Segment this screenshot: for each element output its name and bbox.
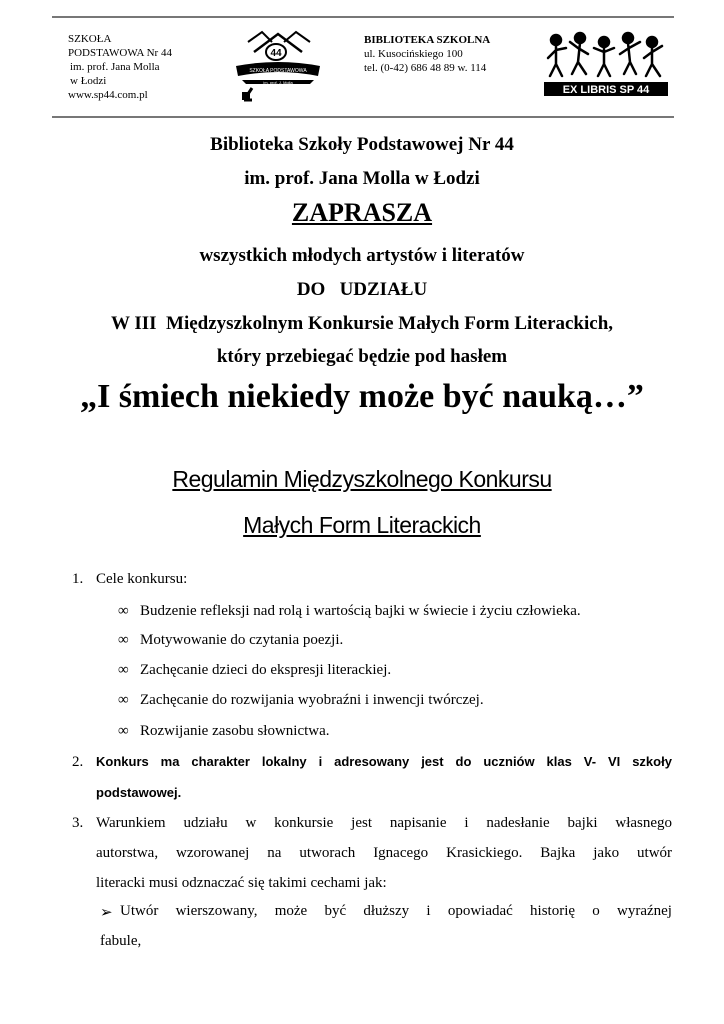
header-bottom-rule xyxy=(52,116,674,118)
zaprasza-heading: ZAPRASZA xyxy=(291,198,433,227)
school-line: PODSTAWOWA Nr 44 xyxy=(68,47,172,59)
sub-item1-line1: Utwór wierszowany, może być dłuższy i opowiadać historię o wyraźnej xyxy=(120,903,672,919)
school-logo-icon xyxy=(232,28,324,104)
invitation-line3: wszystkich młodych artystów i literatów xyxy=(199,245,525,266)
goal-item: Motywowanie do czytania poezji. xyxy=(140,632,344,648)
item-number: 3. xyxy=(72,815,84,831)
goal-item: Zachęcanie do rozwijania wyobraźni i inwencji twórczej. xyxy=(140,692,484,708)
arrow-bullet-icon: ➢ xyxy=(100,905,113,921)
invitation-line1: Biblioteka Szkoły Podstawowej Nr 44 xyxy=(210,134,514,155)
infinity-bullet-icon: ∞ xyxy=(118,692,129,708)
item3-line1: Warunkiem udziału w konkursie jest napisanie i nadesłanie bajki własnego xyxy=(96,815,673,831)
invitation-line2: im. prof. Jana Molla w Łodzi xyxy=(244,168,480,189)
school-line: im. prof. Jana Molla xyxy=(70,61,160,73)
library-address-block xyxy=(364,33,490,75)
item-number: 1. xyxy=(72,571,84,587)
exlibris-logo-icon xyxy=(544,30,668,98)
invitation-line6: który przebiegać będzie pod hasłem xyxy=(216,346,508,367)
item1-label: Cele konkursu: xyxy=(96,571,188,587)
infinity-bullet-icon: ∞ xyxy=(118,723,129,739)
item-number: 2. xyxy=(72,754,84,770)
regulamin-title-line1: Regulamin Międzyszkolnego Konkursu xyxy=(172,466,552,492)
logo-number: 44 xyxy=(270,48,282,59)
library-line: tel. (0-42) 686 48 89 w. 114 xyxy=(364,62,487,74)
header-top-rule xyxy=(52,16,674,18)
school-line: SZKOŁA xyxy=(68,33,112,45)
infinity-bullet-icon: ∞ xyxy=(118,632,129,648)
item2-line2: podstawowej. xyxy=(96,785,182,800)
logo-subtitle: im. prof. J. Molla xyxy=(263,80,293,85)
school-line: w Łodzi xyxy=(70,75,107,87)
library-title: BIBLIOTEKA SZKOLNA xyxy=(364,34,491,46)
regulamin-title-line2: Małych Form Literackich xyxy=(243,512,481,538)
item3-line2: autorstwa, wzorowanej na utworach Ignacego Krasickiego. Bajka jako utwór xyxy=(96,845,673,861)
goal-item: Zachęcanie dzieci do ekspresji literackiej. xyxy=(140,662,392,678)
invitation-line5: W III Międzyszkolnym Konkursie Małych Form Literackich, xyxy=(110,313,614,334)
goal-item: Budzenie refleksji nad rolą i wartością bajki w świecie i życiu człowieka. xyxy=(140,603,581,619)
school-address-block xyxy=(68,32,172,102)
infinity-bullet-icon: ∞ xyxy=(118,662,129,678)
library-line: ul. Kusocińskiego 100 xyxy=(364,48,463,60)
invitation-line4: DO UDZIAŁU xyxy=(296,279,428,300)
infinity-bullet-icon: ∞ xyxy=(118,603,129,619)
item3-line3: literacki musi odznaczać się takimi cechami jak: xyxy=(96,875,387,891)
item2-line1: Konkurs ma charakter lokalny i adresowany jest do uczniów klas V- VI szkoły xyxy=(96,754,672,769)
exlibris-text: EX LIBRIS SP 44 xyxy=(562,84,650,96)
motto: „I śmiech niekiedy może być nauką…” xyxy=(80,378,644,415)
school-website: www.sp44.com.pl xyxy=(68,89,148,101)
goal-item: Rozwijanie zasobu słownictwa. xyxy=(140,723,330,739)
sub-item1-line2: fabule, xyxy=(100,933,142,949)
logo-banner: SZKOŁA PODSTAWOWA xyxy=(249,68,307,74)
